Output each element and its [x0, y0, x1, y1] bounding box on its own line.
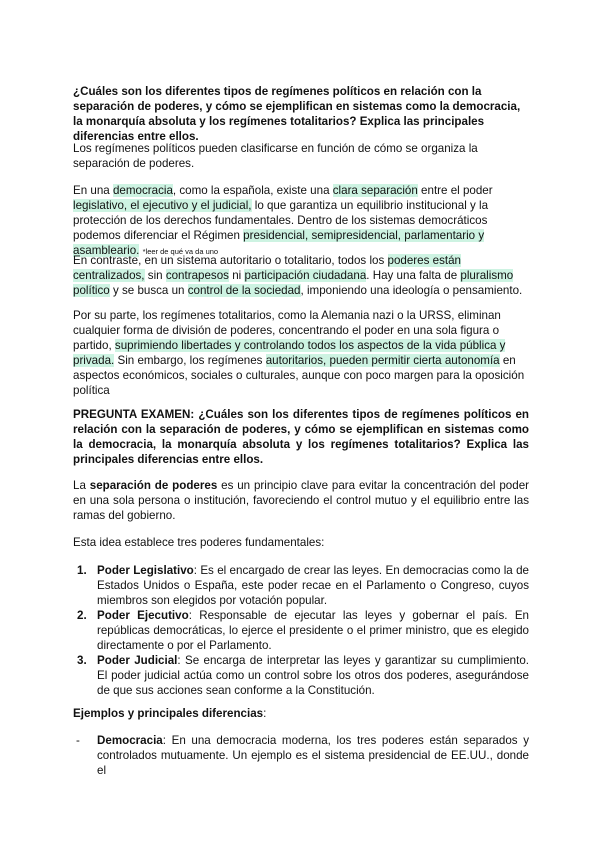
- highlight-control-sociedad: control de la sociedad: [187, 284, 301, 297]
- list-item: 1. Poder Legislativo: Es el encargado de crear las leyes. En democracias como la de Estados Unidos o España, este poder recae en el Parlamento o Congreso, cuyos miembros son elegidos por votación popular.: [77, 564, 529, 607]
- exam-question: PREGUNTA EXAMEN: ¿Cuáles son los diferentes tipos de regímenes políticos en relación con la separación de poderes, y cómo se ejemplifican en sistemas como la democracia, la monarquía absoluta y los regímenes totalitarios? Explica las principales diferencias entre ellos.: [73, 408, 529, 466]
- intro-paragraph: Los regímenes políticos pueden clasificarse en función de cómo se organiza la separación de poderes.: [73, 142, 478, 170]
- highlight-democracia: democracia: [112, 184, 173, 197]
- question-title: ¿Cuáles son los diferentes tipos de regímenes políticos en relación con la separación de poderes, y cómo se ejemplifican en sistemas como la democracia, la monarquía absoluta y los regímenes totalitarios? Explica las principales diferencias entre ellos.: [73, 85, 521, 143]
- separation-paragraph: La separación de poderes es un principio clave para evitar la concentración del poder en una sola persona o institución, favoreciendo el control mutuo y el equilibrio entre las ramas del gobierno.: [73, 479, 530, 522]
- highlight-suprimiendo: suprimiendo libertades y controlando todos los aspectos de la vida pública y privada.: [73, 339, 506, 367]
- list-item: 3. Poder Judicial: Se encarga de interpretar las leyes y garantizar su cumplimiento. El poder judicial actúa como un control sobre los otros dos poderes, asegurándose de que sus acciones sean conforme a la Constitución.: [77, 654, 530, 697]
- totalitarian-paragraph: Por su parte, los regímenes totalitarios, como la Alemania nazi o la URSS, eliminan cualquier forma de división de poderes, concentrando el poder en una sola figura o partido, suprimiendo libertades y controlando todos los aspectos de la vida pública y privada. Sin embargo, los regímenes autoritarios, pueden permitir cierta autonomía en aspectos económicos, sociales o culturales, aunque con poco margen para la oposición política: [73, 309, 525, 397]
- highlight-regime-types: presidencial, semipresidencial, parlamentario y asambleario.: [73, 229, 485, 257]
- highlight-participacion: participación ciudadana: [244, 269, 367, 282]
- authoritarian-paragraph: En contraste, en un sistema autoritario o totalitario, todos los poderes están centralizados, sin contrapesos ni participación ciudadana. Hay una falta de pluralismo político y se busca un control de la sociedad, imponiendo una ideología o pensamiento.: [73, 254, 523, 297]
- democracy-paragraph: En una democracia, como la española, existe una clara separación entre el poder legislativo, el ejecutivo y el judicial, lo que garantiza un equilibrio institucional y la protección de los derechos fundamentales. Dentro de los sistemas democráticos podemos diferenciar el Régimen presidencial, semipresidencial, parlamentario y asambleario. *leer de qué va da uno: [73, 184, 493, 257]
- powers-list: [73, 563, 529, 698]
- list-item: 2. Poder Ejecutivo: Responsable de ejecutar las leyes y gobernar el país. En repúblicas democráticas, lo ejerce el presidente o el primer ministro, que es elegido directamente o por el Parlamento.: [77, 609, 529, 652]
- highlight-contrapesos: contrapesos: [165, 269, 229, 282]
- highlight-pluralismo: pluralismo político: [73, 269, 514, 297]
- examples-heading: Ejemplos y principales diferencias:: [73, 707, 267, 720]
- highlight-clara-separacion: clara separación: [332, 184, 418, 197]
- list-item: - Democracia: En una democracia moderna, los tres poderes están separados y controlados mutuamente. Un ejemplo es el sistema presidencial de EE.UU., donde el: [76, 734, 529, 777]
- highlight-three-powers: legislativo, el ejecutivo y el judicial,: [73, 199, 252, 212]
- highlight-autonomia: autoritarios, pueden permitir cierta autonomía: [265, 354, 500, 367]
- margin-note: *leer de qué va da uno: [142, 247, 219, 256]
- examples-list: [73, 733, 529, 778]
- highlight-centralized: poderes están centralizados,: [73, 254, 461, 282]
- three-powers-intro: Esta idea establece tres poderes fundamentales:: [73, 536, 325, 549]
- separation-term: separación de poderes: [89, 479, 218, 492]
